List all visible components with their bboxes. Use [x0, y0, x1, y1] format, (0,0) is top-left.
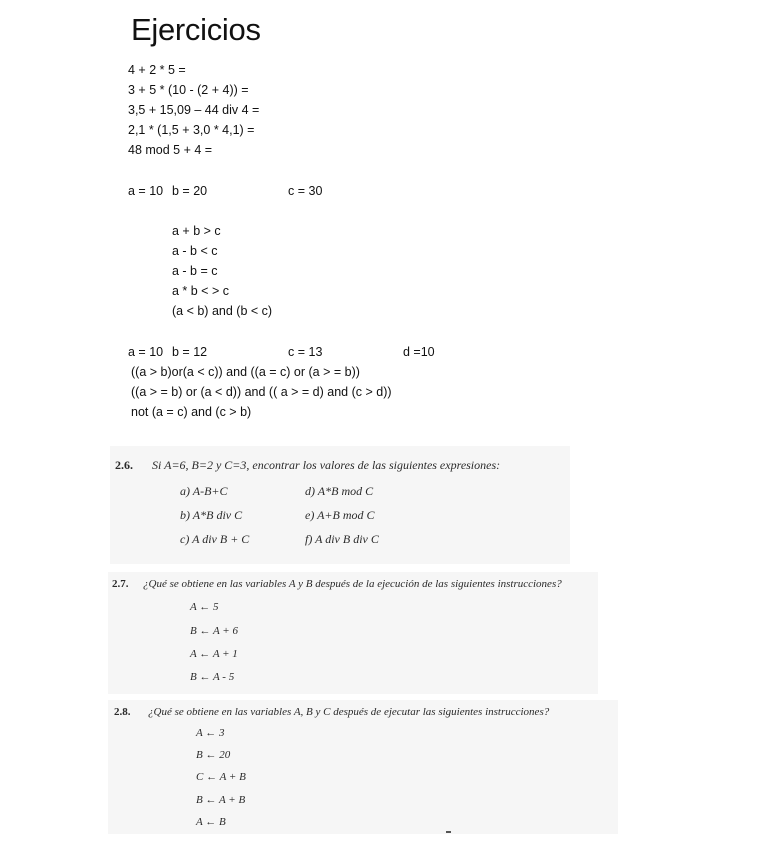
relational-3: a - b = c: [172, 264, 218, 278]
var1-a: a = 10: [128, 184, 164, 198]
expression-3: 3,5 + 15,09 – 44 div 4 =: [128, 103, 260, 117]
scan-exercise-2-8: [108, 700, 618, 834]
exercise-2-7-instruction-1: A ← 5: [190, 601, 219, 613]
scan-exercise-2-7: [108, 572, 598, 694]
exercise-2-6-item-c: c) A div B + C: [180, 532, 250, 546]
page-title: Ejercicios: [131, 12, 261, 47]
exercise-2-8-instruction-2: B ← 20: [196, 749, 231, 761]
exercise-2-8-instruction-4: B ← A + B: [196, 794, 246, 806]
exercise-2-6-number: 2.6.: [115, 458, 133, 472]
expression-5: 48 mod 5 + 4 =: [128, 143, 213, 157]
var2-a: a = 10: [128, 345, 164, 359]
logical-1: ((a > b)or(a < c)) and ((a = c) or (a > = b)): [131, 365, 360, 379]
exercise-2-6-item-f: f) A div B div C: [305, 532, 379, 546]
exercise-2-7-number: 2.7.: [112, 578, 129, 590]
logical-3: not (a = c) and (c > b): [131, 405, 252, 419]
expression-4: 2,1 * (1,5 + 3,0 * 4,1) =: [128, 123, 255, 137]
exercise-2-7-instruction-3: A ← A + 1: [190, 648, 238, 660]
var1-b: b = 20: [172, 184, 208, 198]
var2-c: c = 13: [288, 345, 323, 359]
relational-1: a + b > c: [172, 224, 221, 238]
exercise-2-7-instruction-2: B ← A + 6: [190, 625, 238, 637]
exercise-2-6-item-a: a) A-B+C: [180, 484, 228, 498]
exercise-2-6-item-e: e) A+B mod C: [305, 508, 375, 522]
logical-2: ((a > = b) or (a < d)) and (( a > = d) and (c > d)): [131, 385, 392, 399]
expression-2: 3 + 5 * (10 - (2 + 4)) =: [128, 83, 249, 97]
exercise-2-6-item-b: b) A*B div C: [180, 508, 243, 522]
exercise-2-8-prompt: ¿Qué se obtiene en las variables A, B y C después de ejecutar las siguientes instrucciones?: [148, 706, 550, 718]
exercise-2-7-prompt: ¿Qué se obtiene en las variables A y B después de la ejecución de las siguientes instrucciones?: [143, 578, 562, 590]
exercise-2-8-instruction-5: A ← B: [196, 816, 226, 828]
relational-2: a - b < c: [172, 244, 218, 258]
relational-5: (a < b) and (b < c): [172, 304, 273, 318]
exercise-2-8-instruction-3: C ← A + B: [196, 771, 246, 783]
var2-b: b = 12: [172, 345, 208, 359]
exercise-2-8-number: 2.8.: [114, 706, 131, 718]
var1-c: c = 30: [288, 184, 323, 198]
exercise-2-6-prompt: Si A=6, B=2 y C=3, encontrar los valores de las siguientes expresiones:: [152, 458, 501, 472]
relational-4: a * b < > c: [172, 284, 229, 298]
scan-mark: [446, 831, 451, 833]
exercise-2-6-item-d: d) A*B mod C: [305, 484, 374, 498]
exercise-2-8-instruction-1: A ← 3: [196, 727, 225, 739]
exercise-2-7-instruction-4: B ← A - 5: [190, 671, 235, 683]
expression-1: 4 + 2 * 5 =: [128, 63, 186, 77]
var2-d: d =10: [403, 345, 435, 359]
